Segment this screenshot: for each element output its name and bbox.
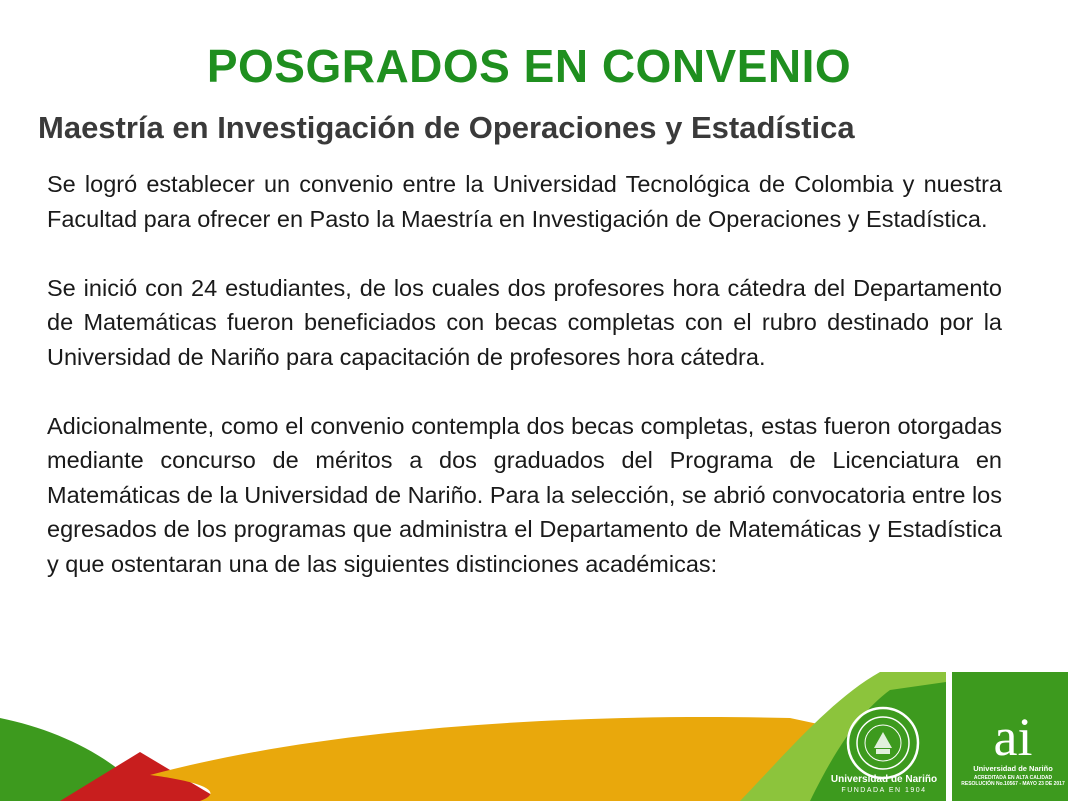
slide-title: POSGRADOS EN CONVENIO — [206, 40, 852, 92]
accreditation-mark: ai — [993, 707, 1033, 767]
accreditation-line2: RESOLUCIÓN No.10567 - MAYO 23 DE 2017 — [961, 781, 1065, 787]
university-seal-icon — [846, 706, 920, 780]
accreditation-text — [958, 775, 1068, 787]
university-logo-founded: FUNDADA EN 1904 — [841, 787, 927, 794]
accreditation-line1: ACREDITADA EN ALTA CALIDAD — [973, 775, 1053, 781]
slide-subtitle: Maestría en Investigación de Operaciones y Estadística — [38, 110, 855, 145]
paragraph: Se logró establecer un convenio entre la Universidad Tecnológica de Colombia y nuestra Facultad para ofrecer en Pasto la Maestría en Investigación de Operaciones y Estadística. — [47, 171, 1002, 232]
paragraph: Se inició con 24 estudiantes, de los cuales dos profesores hora cátedra del Departamento de Matemáticas fueron beneficiados con becas completas con el rubro destinado por la Universidad de Nariño para capacitación de profesores hora cátedra. — [47, 274, 1002, 370]
accreditation-university: Universidad de Nariño — [973, 764, 1053, 773]
university-logo-name: Universidad de Nariño — [830, 774, 938, 785]
yellow-wave — [150, 717, 846, 801]
paragraph: Adicionalmente, como el convenio contempla dos becas completas, estas fueron otorgadas mediante concurso de méritos a dos graduados del Programa de Licenciatura en Matemáticas de la Universidad de Nariño. Para la selección, se abrió convocatoria entre los egresados de los programas que administra el Departamento de Matemáticas y Estadística y que ostentaran una de las siguientes distinciones académicas: — [47, 412, 1002, 577]
